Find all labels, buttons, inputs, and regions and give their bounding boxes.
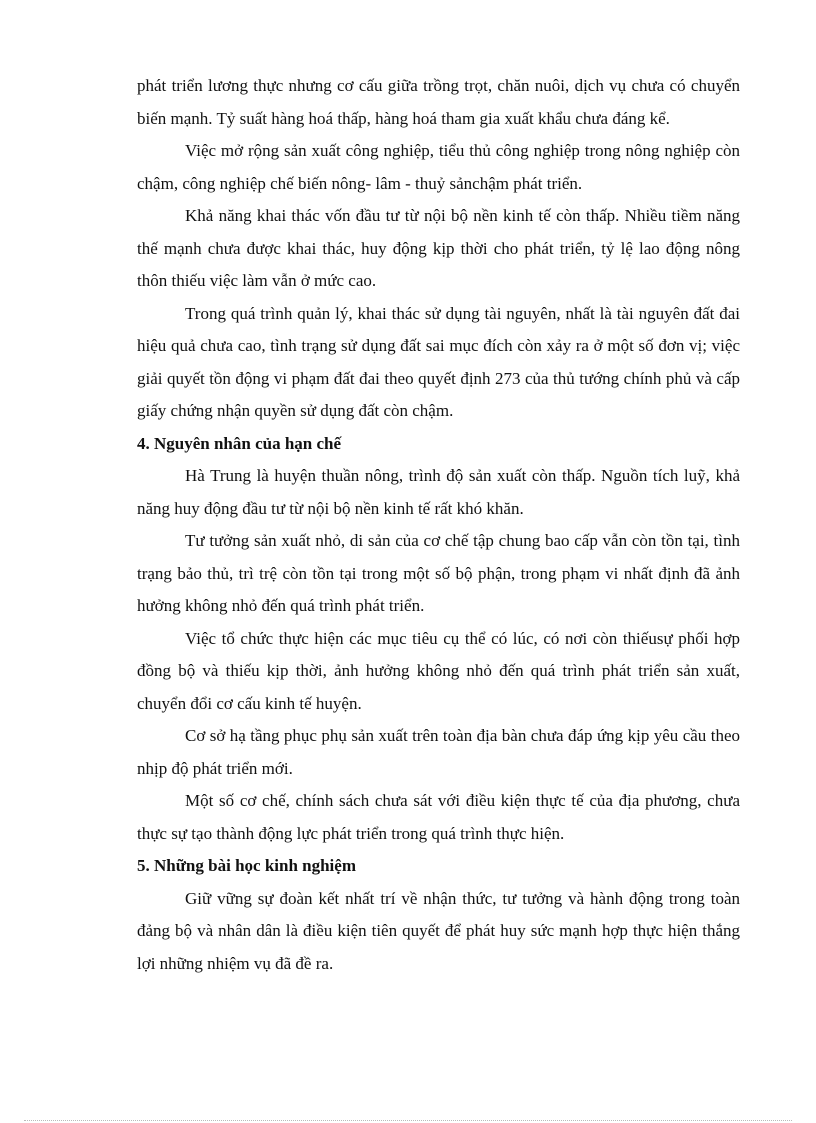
paragraph-mindset: Tư tưởng sản xuất nhỏ, di sản của cơ chế tập chung bao cấp vẫn còn tồn tại, tình trạng bảo thủ, trì trệ còn tồn tại trong một số bộ phận, trong phạm vi nhất định đã ảnh hưởng không nhỏ đến quá trình phát triển. (137, 531, 740, 615)
paragraph-agricultural-district: Hà Trung là huyện thuần nông, trình độ sản xuất còn thấp. Nguồn tích luỹ, khả năng huy động đầu tư từ nội bộ nền kinh tế rất khó khăn. (137, 466, 740, 518)
paragraph-coordination: Việc tổ chức thực hiện các mục tiêu cụ thể có lúc, có nơi còn thiếusự phối hợp đồng bộ và thiếu kịp thời, ảnh hưởng không nhỏ đến quá trình phát triển sản xuất, chuyển đổi cơ cấu kinh tế huyện. (137, 628, 740, 713)
paragraph-infrastructure: Cơ sở hạ tầng phục phụ sản xuất trên toàn địa bàn chưa đáp ứng kịp yêu cầu theo nhịp độ phát triển mới. (137, 726, 740, 778)
paragraph-continuation: phát triển lương thực nhưng cơ cấu giữa trồng trọt, chăn nuôi, dịch vụ chưa có chuyển biến mạnh. Tỷ suất hàng hoá thấp, hàng hoá tham gia xuất khẩu chưa đáng kể. (137, 76, 740, 128)
paragraph-policies: Một số cơ chế, chính sách chưa sát với điều kiện thực tế của địa phương, chưa thực sự tạo thành động lực phát triển trong quá trình thực hiện. (137, 791, 740, 843)
document-page (137, 70, 740, 980)
paragraph-industry: Việc mở rộng sản xuất công nghiệp, tiểu thủ công nghiệp trong nông nghiệp còn chậm, công nghiệp chế biến nông- lâm - thuỷ sảnchậm phát triển. (137, 141, 740, 193)
paragraph-investment: Khả năng khai thác vốn đầu tư từ nội bộ nền kinh tế còn thấp. Nhiều tiềm năng thế mạnh chưa được khai thác, huy động kịp thời cho phát triển, tỷ lệ lao động nông thôn thiếu việc làm vẫn ở mức cao. (137, 206, 740, 290)
section-heading-causes: 4. Nguyên nhân của hạn chế (137, 433, 342, 453)
paragraph-unity: Giữ vững sự đoàn kết nhất trí về nhận thức, tư tưởng và hành động trong toàn đảng bộ và nhân dân là điều kiện tiên quyết để phát huy sức mạnh hợp thực hiện thắng lợi những nhiệm vụ đã đề ra. (137, 888, 740, 973)
section-heading-lessons: 5. Những bài học kinh nghiệm (137, 856, 356, 875)
page-bottom-rule (24, 1120, 792, 1121)
paragraph-land-management: Trong quá trình quản lý, khai thác sử dụng tài nguyên, nhất là tài nguyên đất đai hiệu quả chưa cao, tình trạng sử dụng đất sai mục đích còn xảy ra ở một số đơn vị; việc giải quyết tồn động vi phạm đất đai theo quyết định 273 của thủ tướng chính phủ và cấp giấy chứng nhận quyền sử dụng đất còn chậm. (137, 303, 740, 420)
